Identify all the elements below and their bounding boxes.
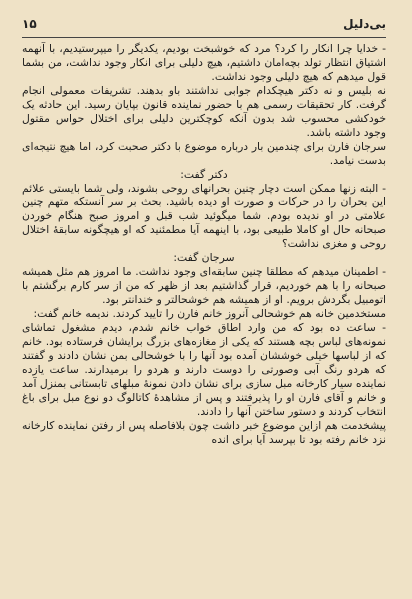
paragraph: - البته زنها ممکن است دچار چنین بحرانهای روحی بشوند، ولی شما بایستی علائم این بحران را در حرکات و صورت او دیده باشید. بحث بر سر آنستکه متهم چنین علامتی در او ندیده بودم. شما میگوئید شب قبل و امروز صبح هنگام خوردن صبحانه حال او کاملا طبیعی بود، با اینهمه آیا مطمئنید که او هیچگونه سابقهٔ اختلال روحی و مغزی نداشت؟ — [22, 181, 386, 251]
paragraph: - اطمینان میدهم که مطلقا چنین سابقه‌ای وجود نداشت. ما امروز هم مثل همیشه صبحانه را با هم خوردیم، قرار گذاشتیم بعد از ظهر که من از سر کارم برگشتم با اتومبیل بگردش برویم. او از همیشه هم خوشحالتر و خندانتر بود. — [22, 265, 386, 307]
running-title: بی‌دلیل — [343, 17, 386, 31]
paragraph: - خدایا چرا انکار را کرد؟ مرد که خوشبخت بودیم، یکدیگر را میپرستیدیم، با آنهمه اشتیاق انتظار تولد بچه‌امان داشتیم، هیچ دلیلی برای انکار وجود نداشت، من بشما قول میدهم که هیچ دلیلی وجود نداشت. — [22, 42, 386, 83]
speaker-line: سرجان گفت: — [173, 251, 235, 265]
paragraph: مستخدمین خانه هم خوشحالی آنروز خانم فارن را تایید کردند. ندیمه خانم گفت: — [33, 307, 386, 321]
page-header — [22, 14, 386, 34]
paragraph: سرجان فارن برای چندمین بار درباره موضوع با دکتر صحبت کرد، اما هیچ نتیجه‌ای بدست نیامد. — [22, 139, 386, 167]
paragraph: - ساعت ده بود که من وارد اطاق خواب خانم شدم، دیدم مشغول تماشای نمونه‌های لباس بچه هستند که یکی از مغازه‌های بزرگ برایشان فرستاده بود. خانم که از لباسها خیلی خوششان آمده بود آنها را با خوشحالی بمن نشان دادند و گفتند که هردو رنگ آبی وصورتی را دوست دارند و هردو را برمیدارند. ساعت یازده نماینده سیار کارخانه مبل سازی برای نشان دادن نمونهٔ مبلهای تابستانی بمنزل آمد و خانم و آقای فارن او را پذیرفتند و پس از مشاهدهٔ کاتالوگ دو نوع مبل برای باغ انتخاب کردند و دستور ساختن آنها را دادند. — [22, 321, 386, 418]
page-number: ۱۵ — [22, 17, 37, 31]
speaker-line: دکتر گفت: — [180, 167, 228, 181]
page-body — [22, 42, 386, 580]
paragraph: پیشخدمت هم ازاین موضوع خبر داشت چون بلافاصله پس از رفتن نماینده کارخانه نزد خانم رفته بود تا بپرسد آیا برای انده — [22, 418, 386, 446]
paragraph: نه بلیس و نه دکتر هیچکدام جوابی نداشتند باو بدهند. تشریفات معمولی انجام گرفت. کار تحقیقات رسمی هم با حضور نماینده قانون بپایان رسید. این حادثه یک خودکشی محسوب شد بدون آنکه کوچکترین دلیلی برای اختلال حواس مقتول وجود داشته باشد. — [22, 83, 386, 139]
header-rule — [22, 37, 386, 38]
